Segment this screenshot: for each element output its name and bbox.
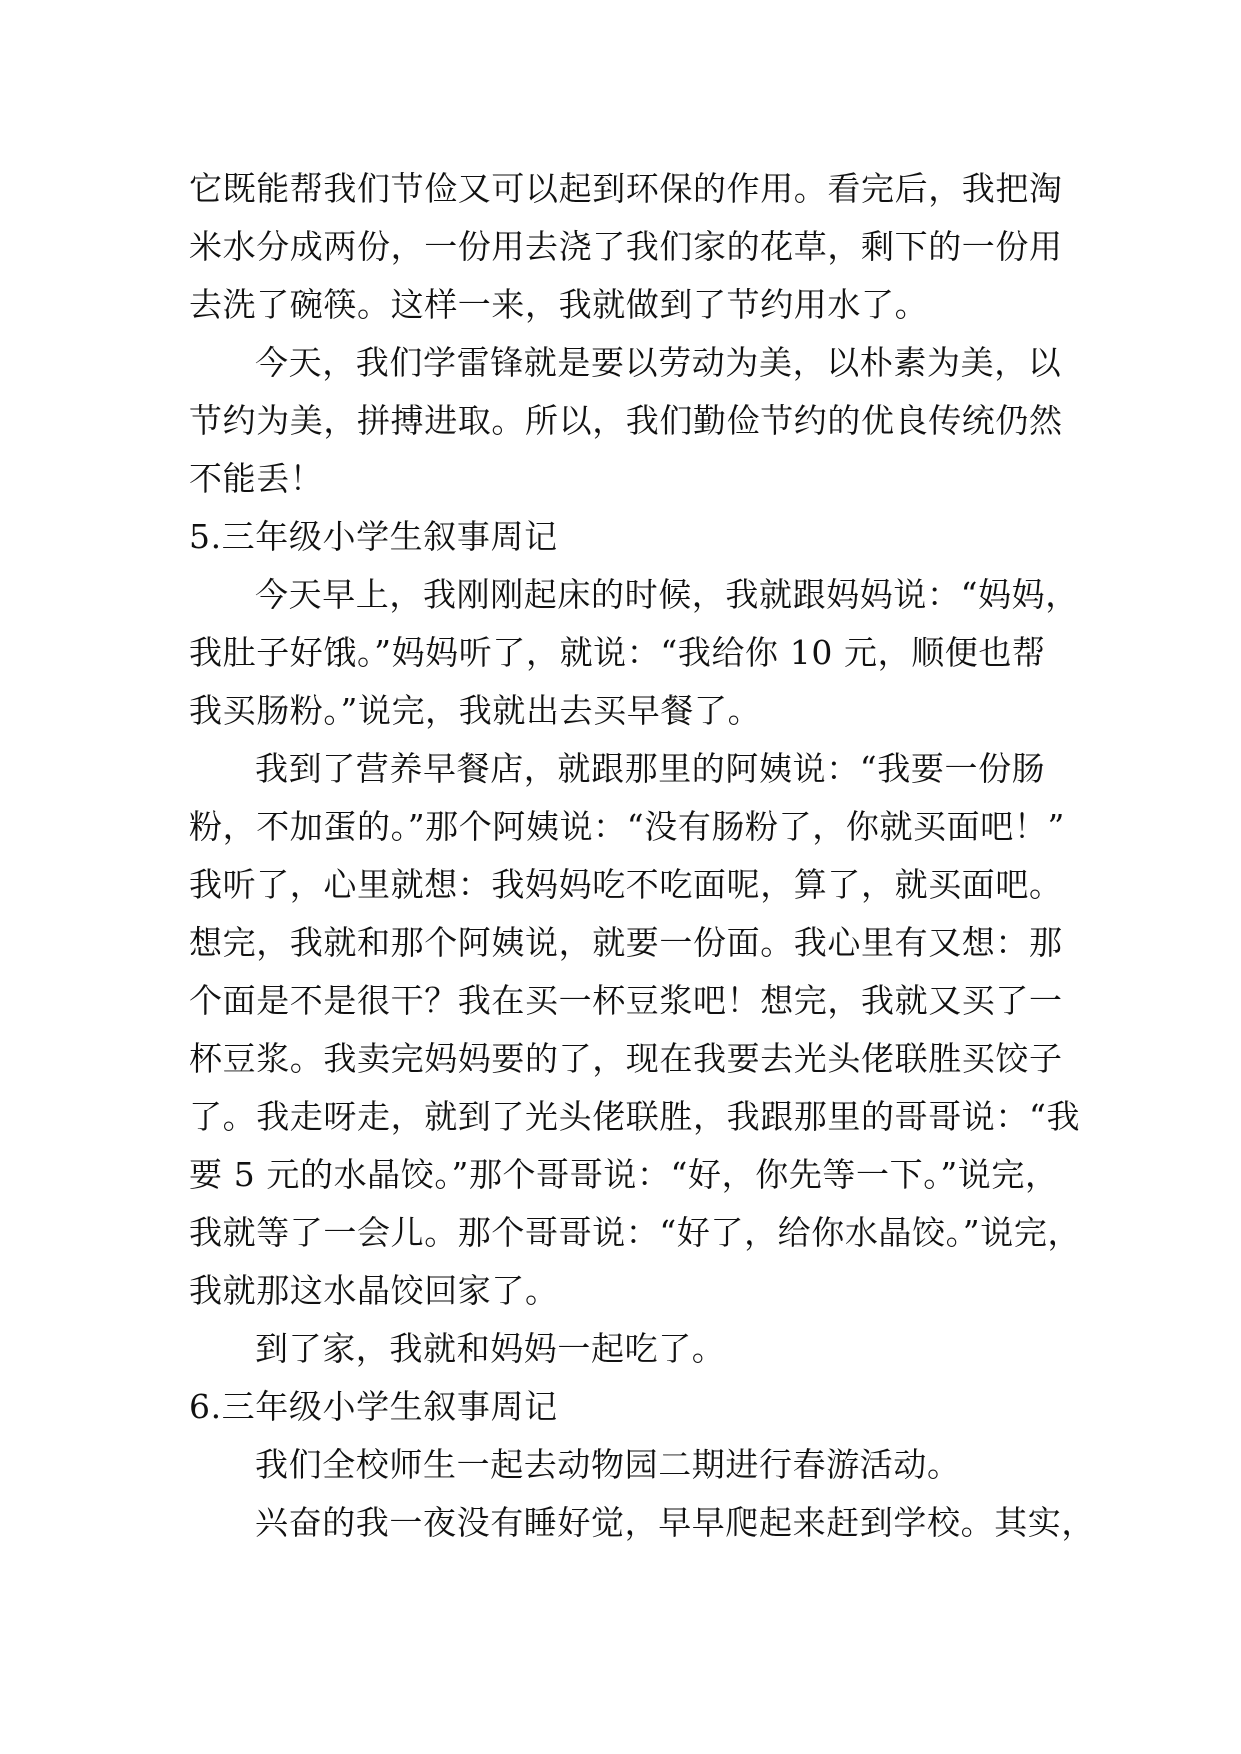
text-line: 我肚子好饿。”妈妈听了，就说：“我给你 10 元，顺便也帮 <box>189 633 1046 672</box>
text-line: 兴奋的我一夜没有睡好觉，早早爬起来赶到学校。其实， <box>255 1503 1095 1542</box>
section-heading: 5.三年级小学生叙事周记 <box>189 517 558 556</box>
text-line: 不能丢！ <box>189 459 324 498</box>
document-body <box>189 160 1095 1552</box>
text-line: 个面是不是很干？我在买一杯豆浆吧！想完，我就又买了一 <box>189 981 1063 1020</box>
text-line: 我就那这水晶饺回家了。 <box>189 1271 559 1310</box>
text-line: 了。我走呀走，就到了光头佬联胜，我跟那里的哥哥说：“我 <box>189 1097 1081 1136</box>
text-line: 杯豆浆。我卖完妈妈要的了，现在我要去光头佬联胜买饺子 <box>189 1039 1063 1078</box>
text-line: 节约为美，拼搏进取。所以，我们勤俭节约的优良传统仍然 <box>189 401 1063 440</box>
text-line: 我们全校师生一起去动物园二期进行春游活动。 <box>255 1445 961 1484</box>
text-line: 要 5 元的水晶饺。”那个哥哥说：“好，你先等一下。”说完， <box>189 1155 1059 1194</box>
text-line: 到了家，我就和妈妈一起吃了。 <box>255 1329 726 1368</box>
section-heading: 6.三年级小学生叙事周记 <box>189 1387 558 1426</box>
text-line: 我到了营养早餐店，就跟那里的阿姨说：“我要一份肠 <box>255 749 1046 788</box>
text-line: 米水分成两份，一份用去浇了我们家的花草，剩下的一份用 <box>189 227 1063 266</box>
text-line: 今天，我们学雷锋就是要以劳动为美，以朴素为美，以 <box>255 343 1062 382</box>
text-line: 想完，我就和那个阿姨说，就要一份面。我心里有又想：那 <box>189 923 1063 962</box>
text-line: 我就等了一会儿。那个哥哥说：“好了，给你水晶饺。”说完， <box>189 1213 1082 1252</box>
text-line: 我听了，心里就想：我妈妈吃不吃面呢，算了，就买面吧。 <box>189 865 1063 904</box>
text-line: 它既能帮我们节俭又可以起到环保的作用。看完后，我把淘 <box>189 169 1063 208</box>
text-line: 粉，不加蛋的。”那个阿姨说：“没有肠粉了，你就买面吧！” <box>189 807 1065 846</box>
text-line: 我买肠粉。”说完，我就出去买早餐了。 <box>189 691 762 730</box>
text-line: 今天早上，我刚刚起床的时候，我就跟妈妈说：“妈妈， <box>255 575 1079 614</box>
text-line: 去洗了碗筷。这样一来，我就做到了节约用水了。 <box>189 285 929 324</box>
